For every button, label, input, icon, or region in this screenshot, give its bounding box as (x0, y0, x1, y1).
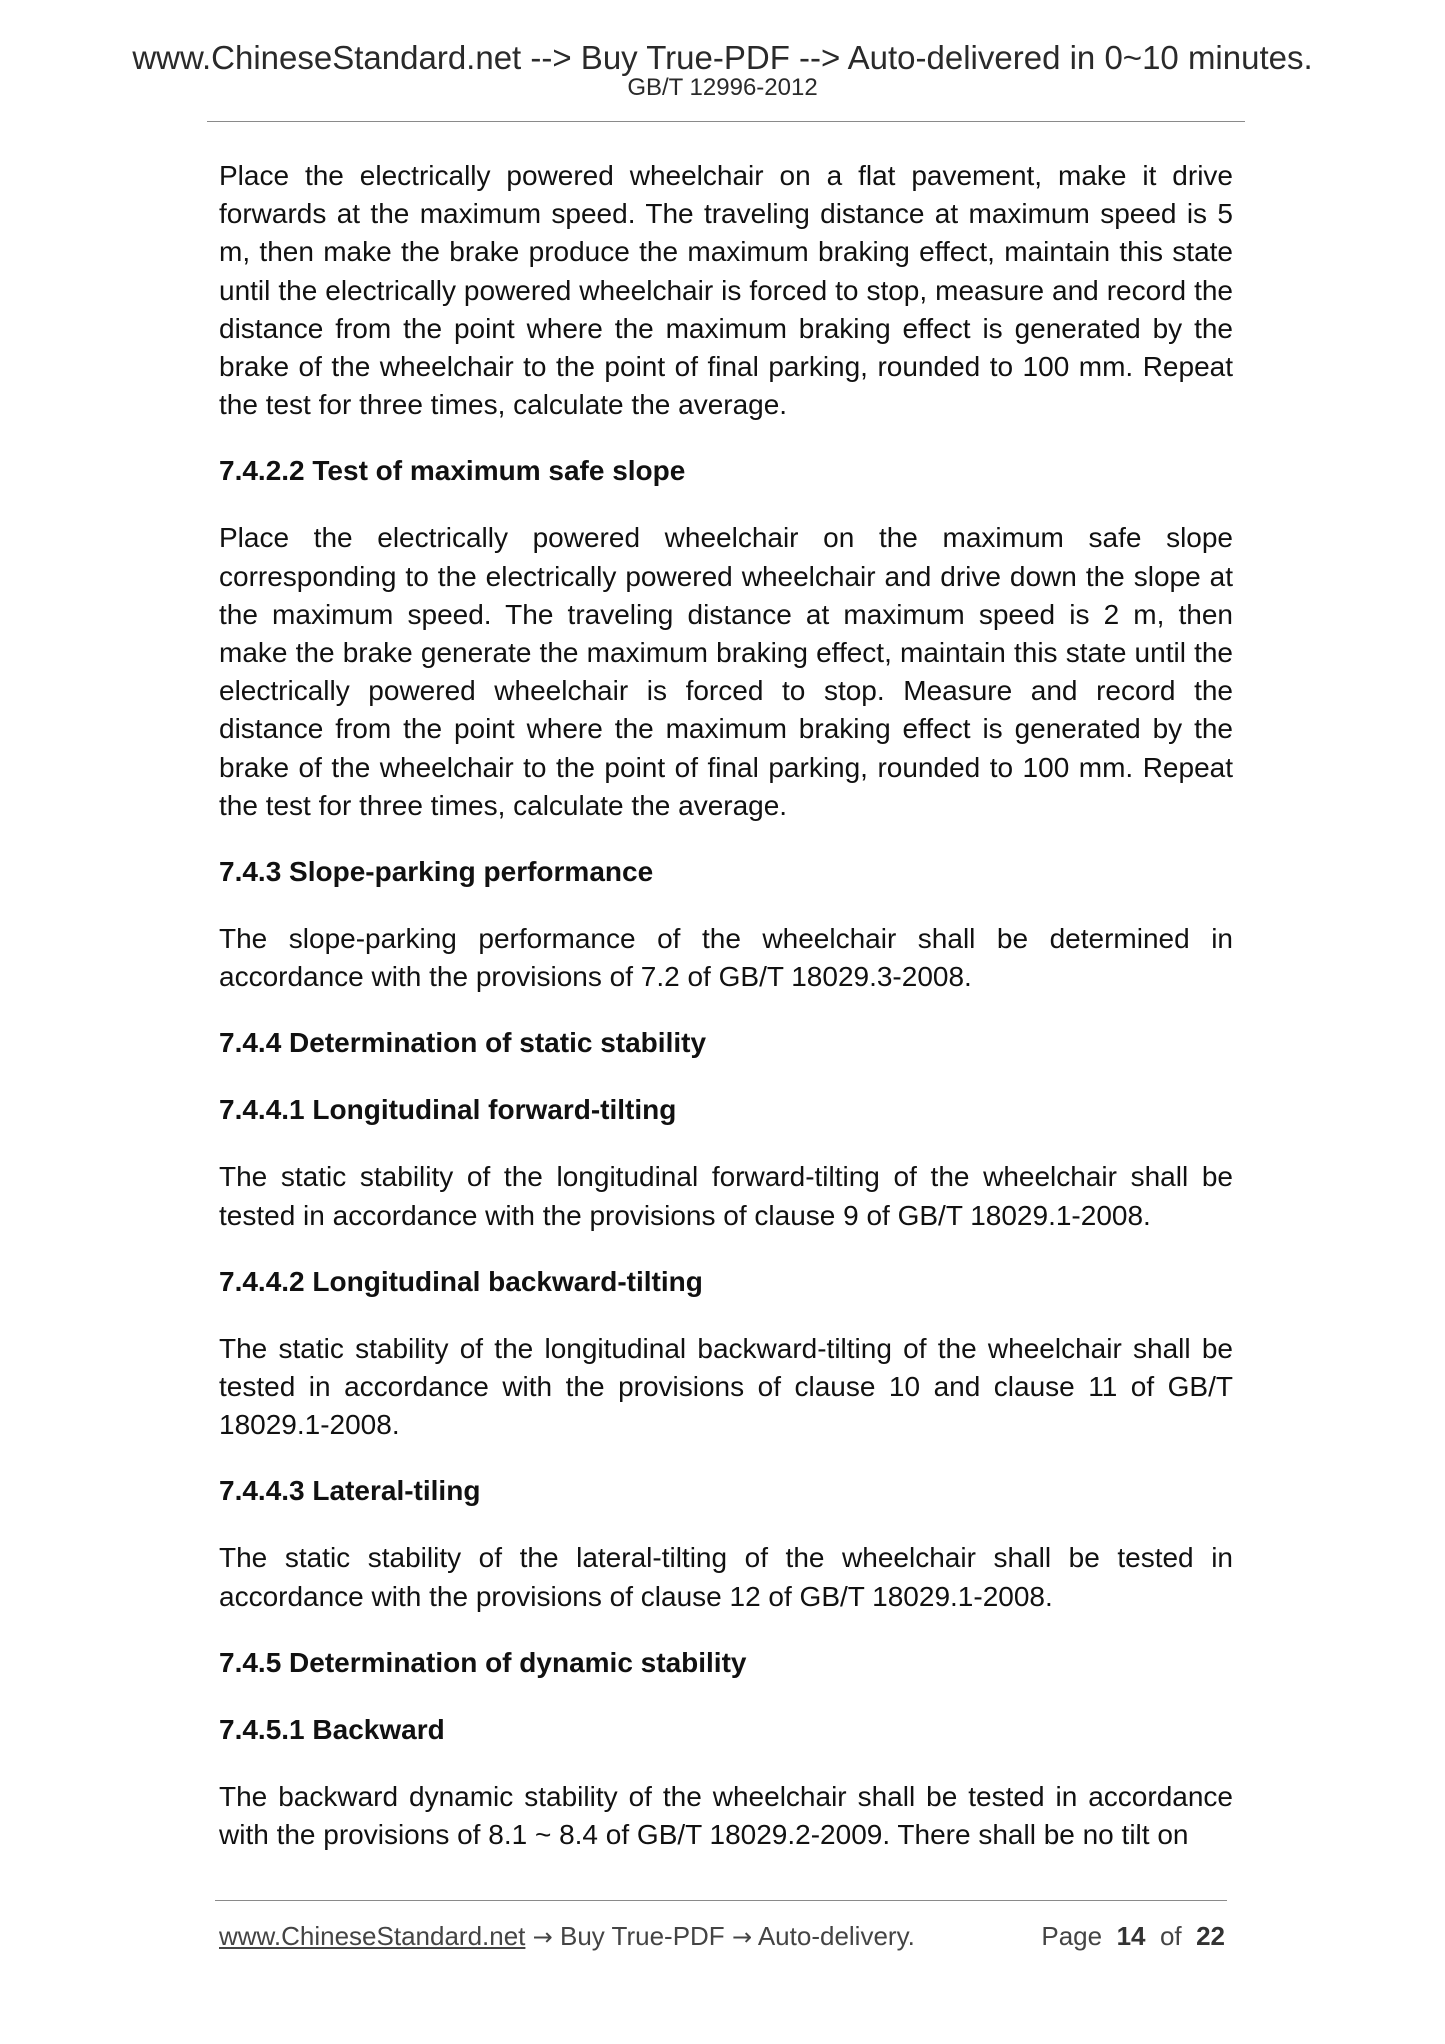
paragraph-forward-tilting: The static stability of the longitudinal forward-tilting of the wheelchair shall be tested in accordance with the provisions of clause 9 of GB/T 18029.1-2008. (219, 1161, 1233, 1231)
page-label: Page (1041, 1921, 1103, 1951)
of-label: of (1159, 1921, 1182, 1951)
footer-buy-text: Buy True-PDF (559, 1921, 725, 1951)
heading-7-4-4-2: 7.4.4.2 Longitudinal backward-tilting (219, 1265, 703, 1297)
site-banner: www.ChineseStandard.net --> Buy True-PDF --> Auto-delivered in 0~10 minutes. (132, 39, 1313, 76)
paragraph-braking-flat: Place the electrically powered wheelchair on a flat pavement, make it drive forwards at the maximum speed. The traveling distance at maximum speed is 5 m, then make the brake produce the maximum braking effect, maintain this state until the electrically powered wheelchair is forced to stop, measure and record the distance from the point where the maximum braking effect is generated by the brake of the wheelchair to the point of final parking, rounded to 100 mm. Repeat the test for three times, calculate the average. (219, 160, 1233, 421)
header-divider (207, 121, 1245, 122)
footer-divider (215, 1900, 1227, 1901)
footer-promo (219, 1918, 915, 1955)
arrow-right-icon: → (532, 1923, 553, 1951)
paragraph-backward-tilting: The static stability of the longitudinal backward-tilting of the wheelchair shall be tested in accordance with the provisions of clause 10 and clause 11 of GB/T 18029.1-2008. (219, 1332, 1233, 1441)
page-number (1041, 1918, 1225, 1954)
paragraph-slope-parking: The slope-parking performance of the wheelchair shall be determined in accordance with the provisions of 7.2 of GB/T 18029.3-2008. (219, 923, 1233, 993)
heading-7-4-4-3: 7.4.4.3 Lateral-tiling (219, 1475, 481, 1507)
paragraph-backward-dynamic: The backward dynamic stability of the wheelchair shall be tested in accordance with the provisions of 8.1 ~ 8.4 of GB/T 18029.2-2009. There shall be no tilt on (219, 1780, 1233, 1851)
arrow-right-icon: → (731, 1923, 753, 1951)
heading-7-4-4-1: 7.4.4.1 Longitudinal forward-tilting (219, 1094, 677, 1126)
paragraph-braking-slope: Place the electrically powered wheelchair on the maximum safe slope corresponding to the electrically powered wheelchair and drive down the slope at the maximum speed. The traveling distance at maximum speed is 2 m, then make the brake generate the maximum braking effect, maintain this state until the electrically powered wheelchair is forced to stop. Measure and record the distance from the point where the maximum braking effect is generated by the brake of the wheelchair to the point of final parking, rounded to 100 mm. Repeat the test for three times, calculate the average. (219, 522, 1233, 821)
page-total: 22 (1196, 1921, 1225, 1951)
standard-number: GB/T 12996-2012 (627, 74, 818, 101)
heading-7-4-4: 7.4.4 Determination of static stability (219, 1027, 707, 1059)
heading-7-4-2-2: 7.4.2.2 Test of maximum safe slope (219, 455, 686, 487)
heading-7-4-5: 7.4.5 Determination of dynamic stability (219, 1646, 747, 1678)
page-current: 14 (1116, 1921, 1146, 1951)
document-body (219, 157, 1233, 1882)
paragraph-lateral-tilting: The static stability of the lateral-tilting of the wheelchair shall be tested in accordance with the provisions of clause 12 of GB/T 18029.1-2008. (219, 1542, 1233, 1612)
heading-7-4-5-1: 7.4.5.1 Backward (219, 1713, 445, 1745)
page-footer (219, 1918, 1233, 1954)
heading-7-4-3: 7.4.3 Slope-parking performance (219, 856, 654, 888)
footer-delivery-text: Auto-delivery. (757, 1921, 915, 1951)
footer-site-link[interactable]: www.ChineseStandard.net (219, 1921, 526, 1951)
